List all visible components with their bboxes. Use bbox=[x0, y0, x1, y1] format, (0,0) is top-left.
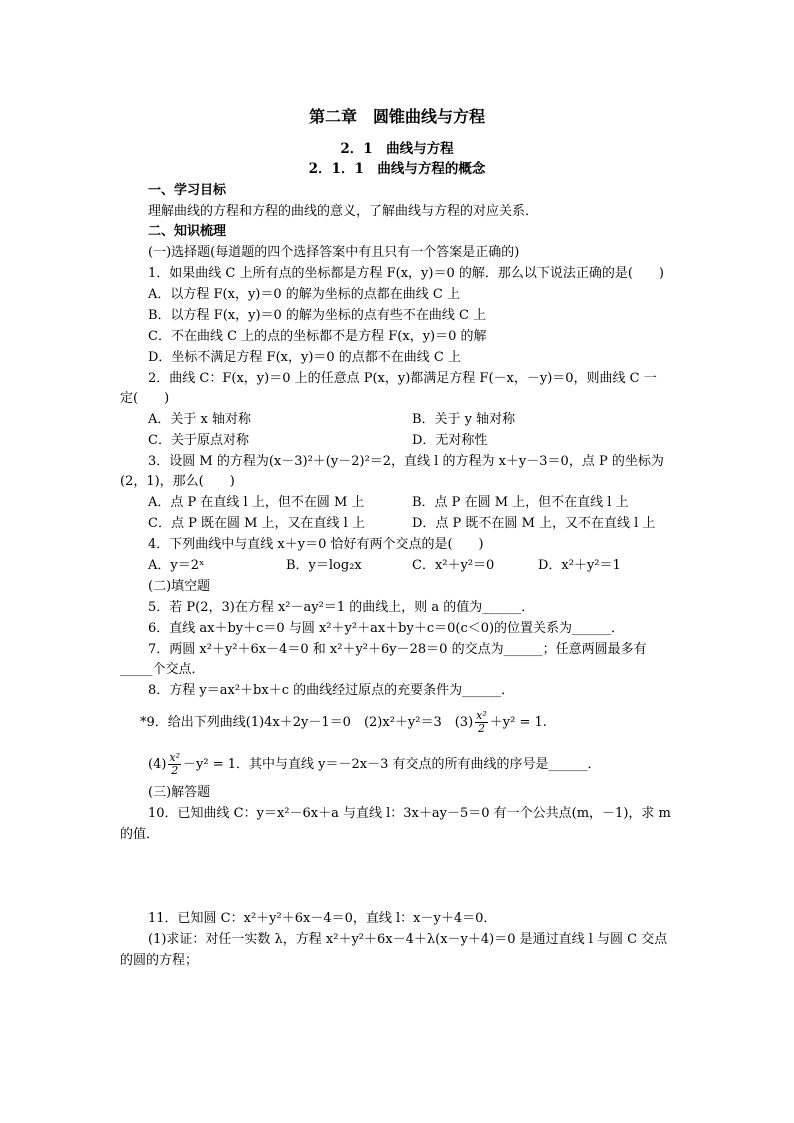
q4-stem: 4．下列曲线中与直线 x＋y＝0 恰好有两个交点的是( ) bbox=[148, 537, 484, 552]
q1-option-b: B．以方程 F(x，y)＝0 的解为坐标的点有些不在曲线 C 上 bbox=[148, 308, 487, 323]
part2-heading: (二)填空题 bbox=[148, 579, 211, 594]
q2-stem-cont: 定( ) bbox=[120, 391, 170, 406]
q3-option-c: C．点 P 既在圆 M 上，又在直线 l 上 bbox=[148, 516, 365, 531]
q8: 8．方程 y＝ax²＋bx＋c 的曲线经过原点的充要条件为______． bbox=[148, 683, 515, 698]
heading-review: 二、知识梳理 bbox=[148, 224, 227, 239]
part1-heading: (一)选择题(每道题的四个选择答案中有且只有一个答案是正确的) bbox=[148, 245, 520, 260]
q2-stem: 2．曲线 C：F(x，y)＝0 上的任意点 P(x，y)都满足方程 F(－x，－y)＝0，则曲线 C 一 bbox=[148, 371, 657, 386]
q3-option-a: A．点 P 在直线 l 上，但不在圆 M 上 bbox=[148, 495, 365, 510]
q11-part1-line2: 的圆的方程； bbox=[120, 953, 199, 968]
q1-option-d: D．坐标不满足方程 F(x，y)＝0 的点都不在曲线 C 上 bbox=[148, 350, 462, 365]
q2-option-c: C．关于原点对称 bbox=[148, 433, 249, 448]
part3-heading: (三)解答题 bbox=[148, 785, 211, 800]
q9-part1: *9．给出下列曲线(1)4x＋2y－1＝0 (2)x²＋y²＝3 (3) bbox=[140, 715, 474, 730]
q9-frac4-num: x² bbox=[169, 751, 181, 764]
q3-option-b: B．点 P 在圆 M 上，但不在直线 l 上 bbox=[412, 495, 629, 510]
q5: 5．若 P(2，3)在方程 x²－ay²＝1 的曲线上，则 a 的值为______． bbox=[148, 600, 535, 615]
q9-frac4-den: 2 bbox=[171, 764, 179, 777]
q9-line1 bbox=[140, 710, 547, 735]
q1-option-c: C．不在曲线 C 上的点的坐标都不是方程 F(x，y)＝0 的解 bbox=[148, 329, 487, 344]
q4-option-a: A．y＝2ˣ bbox=[148, 558, 205, 573]
q9-fraction-4 bbox=[168, 752, 181, 777]
q4-option-c: C．x²＋y²＝0 bbox=[412, 558, 495, 573]
q9-part2-lead: (4) bbox=[148, 757, 167, 772]
q3-stem-cont: (2，1)，那么( ) bbox=[120, 474, 235, 489]
q11-part1-line1: (1)求证：对任一实数 λ，方程 x²＋y²＋6x－4＋λ(x－y＋4)＝0 是通过直线 l 与圆 C 交点 bbox=[148, 932, 668, 947]
q3-option-d: D．点 P 既不在圆 M 上，又不在直线 l 上 bbox=[412, 516, 656, 531]
q9-frac3-den: 2 bbox=[477, 722, 485, 735]
q10-line2: 的值． bbox=[120, 827, 160, 842]
chapter-title: 第二章 圆锥曲线与方程 bbox=[308, 107, 485, 126]
q10-line1: 10．已知曲线 C：y＝x²－6x＋a 与直线 l：3x＋ay－5＝0 有一个公共点(m，－1)，求 m bbox=[148, 806, 671, 821]
heading-goals: 一、学习目标 bbox=[148, 183, 227, 198]
q7-line1: 7．两圆 x²＋y²＋6x－4＝0 和 x²＋y²＋6y－28＝0 的交点为______；任意两圆最多有 bbox=[148, 642, 647, 657]
q2-option-d: D．无对称性 bbox=[412, 433, 488, 448]
q9-part2-end: －y² = 1．其中与直线 y＝－2x－3 有交点的所有曲线的序号是______． bbox=[183, 757, 601, 772]
q1-option-a: A．以方程 F(x，y)＝0 的解为坐标的点都在曲线 C 上 bbox=[148, 287, 460, 302]
q3-stem: 3．设圆 M 的方程为(x－3)²＋(y－2)²＝2，直线 l 的方程为 x＋y－3＝0，点 P 的坐标为 bbox=[148, 454, 664, 469]
q4-option-b: B．y＝log₂x bbox=[286, 558, 362, 573]
q1-stem: 1．如果曲线 C 上所有点的坐标都是方程 F(x，y)＝0 的解．那么以下说法正确的是( ) bbox=[148, 266, 665, 281]
q2-option-b: B．关于 y 轴对称 bbox=[412, 412, 516, 427]
q9-fraction-3 bbox=[475, 710, 488, 735]
q9-frac3-num: x² bbox=[476, 709, 487, 722]
q9-part1-end: ＋y² = 1. bbox=[489, 715, 547, 730]
q2-option-a: A．关于 x 轴对称 bbox=[148, 412, 251, 427]
q6: 6．直线 ax＋by＋c＝0 与圆 x²＋y²＋ax＋by＋c＝0(c＜0)的位置关系为______． bbox=[148, 621, 625, 636]
q7-line2: _____个交点． bbox=[120, 662, 205, 677]
subsection-title: 2．1．1 曲线与方程的概念 bbox=[308, 161, 486, 177]
q9-line2 bbox=[148, 752, 601, 777]
q4-option-d: D．x²＋y²＝1 bbox=[538, 558, 621, 573]
section-title: 2．1 曲线与方程 bbox=[340, 141, 454, 157]
q11-stem: 11．已知圆 C：x²＋y²＋6x－4＝0，直线 l：x－y＋4＝0． bbox=[148, 911, 497, 926]
goal-text: 理解曲线的方程和方程的曲线的意义，了解曲线与方程的对应关系． bbox=[148, 204, 539, 219]
